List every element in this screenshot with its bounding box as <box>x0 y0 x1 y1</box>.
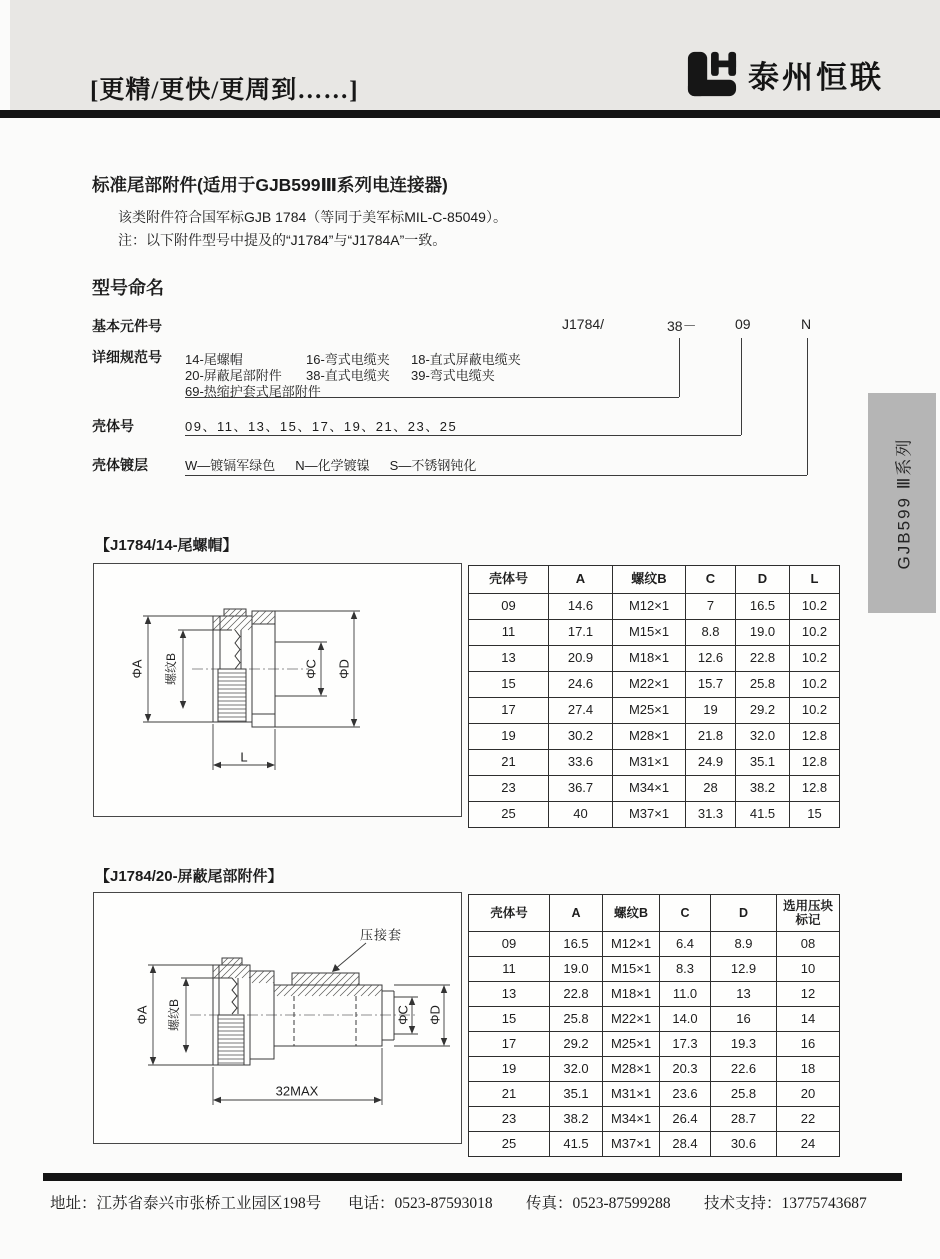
table-row <box>469 594 840 620</box>
table-cell: 30.6 <box>711 1132 777 1157</box>
table-cell: 11 <box>469 957 550 982</box>
table-cell: 25.8 <box>550 1007 603 1032</box>
table-row <box>469 1107 840 1132</box>
table-row <box>469 982 840 1007</box>
hatch-crimp-sleeve <box>292 973 359 985</box>
shell-values: 09、11、13、15、17、19、21、23、25 <box>185 419 458 434</box>
section20-title: 【J1784/20-屏蔽尾部附件】 <box>95 868 283 885</box>
table-cell: M15×1 <box>613 620 686 646</box>
footer-phone: 电话：0523-87593018 <box>348 1195 493 1212</box>
table-cell: M31×1 <box>603 1082 660 1107</box>
shell-connector-line <box>185 435 741 436</box>
header-divider-bar <box>0 110 940 118</box>
part-outline <box>213 958 394 1065</box>
dim-label-phi-d: ΦD <box>336 659 352 679</box>
column-header: D <box>711 895 777 932</box>
table-row <box>469 724 840 750</box>
table-cell: 10.2 <box>790 620 840 646</box>
table-cell: 29.2 <box>550 1032 603 1057</box>
table-cell: 18 <box>777 1057 840 1082</box>
spec-label: 详细规范号 <box>92 349 162 365</box>
table-cell: 38.2 <box>736 776 790 802</box>
series-side-tab-label: GJB599 Ⅲ系列 <box>894 437 914 569</box>
table-cell: 32.0 <box>550 1057 603 1082</box>
plating-options <box>185 455 476 474</box>
intro-line: 该类附件符合国军标GJB 1784（等同于美军标MIL-C-85049）。 <box>118 209 507 225</box>
table-cell: 08 <box>777 932 840 957</box>
diagram-tail-nut <box>94 564 461 816</box>
table-cell: 24.9 <box>686 750 736 776</box>
table-cell: 11 <box>469 620 549 646</box>
table-row <box>469 932 840 957</box>
spec-item: 18-直式屏蔽电缆夹 <box>411 352 521 367</box>
diagram-box-tail-nut <box>93 563 462 817</box>
table-cell: 8.9 <box>711 932 777 957</box>
table-row <box>469 672 840 698</box>
table-cell: 23 <box>469 776 549 802</box>
table-cell: 15 <box>469 1007 550 1032</box>
shield-accessory-dimension-table <box>468 894 840 1157</box>
table-cell: 19.0 <box>736 620 790 646</box>
dim-label-l: L <box>240 749 248 765</box>
table-cell: 10 <box>777 957 840 982</box>
code-basic: J1784/ <box>562 316 605 332</box>
table-cell: 19.0 <box>550 957 603 982</box>
table-row <box>469 698 840 724</box>
table-cell: 36.7 <box>549 776 613 802</box>
column-header: L <box>790 566 840 594</box>
table-cell: 38.2 <box>550 1107 603 1132</box>
column-header: D <box>736 566 790 594</box>
table-cell: 28.4 <box>660 1132 711 1157</box>
table-cell: 14.6 <box>549 594 613 620</box>
column-header: 选用压块标记 <box>777 895 840 932</box>
dim-label-phi-c: ΦC <box>395 1005 411 1025</box>
knurl-band <box>218 673 246 721</box>
table-cell: 22 <box>777 1107 840 1132</box>
table-cell: 19 <box>686 698 736 724</box>
table-cell: M28×1 <box>603 1057 660 1082</box>
spec-item: 20-屏蔽尾部附件 <box>185 368 282 383</box>
basic-part-label: 基本元件号 <box>92 318 162 334</box>
footer-tech-support: 技术支持：13775743687 <box>704 1195 867 1212</box>
table-cell: 24 <box>777 1132 840 1157</box>
hatch-lug <box>222 958 242 965</box>
table-cell: 12 <box>777 982 840 1007</box>
table-cell: 28.7 <box>711 1107 777 1132</box>
table-cell: M15×1 <box>603 957 660 982</box>
spec-item: 69-热缩护套式尾部附件 <box>185 384 321 399</box>
table-cell: 27.4 <box>549 698 613 724</box>
table-cell: 13 <box>469 646 549 672</box>
table-cell: M18×1 <box>613 646 686 672</box>
table-cell: 41.5 <box>736 802 790 828</box>
table-cell: 7 <box>686 594 736 620</box>
table-cell: 19 <box>469 1057 550 1082</box>
table-cell: 14.0 <box>660 1007 711 1032</box>
table-cell: M22×1 <box>613 672 686 698</box>
plating-connector-line <box>185 475 807 476</box>
tail-nut-dimension-table <box>468 565 840 828</box>
table-cell: 15 <box>469 672 549 698</box>
plating-option: N—化学镀镍 <box>295 458 370 473</box>
footer-address: 地址：江苏省泰兴市张桥工业园区198号 <box>50 1195 322 1212</box>
table-cell: 22.6 <box>711 1057 777 1082</box>
shell-connector-riser <box>741 338 742 435</box>
table-cell: 12.8 <box>790 724 840 750</box>
table-cell: M25×1 <box>603 1032 660 1057</box>
table-cell: M28×1 <box>613 724 686 750</box>
code-plating: N <box>801 316 812 332</box>
plating-option: W—镀镉军绿色 <box>185 458 276 473</box>
table-cell: 19 <box>469 724 549 750</box>
column-header: C <box>686 566 736 594</box>
table-cell: 17 <box>469 1032 550 1057</box>
footer-divider-bar <box>43 1173 902 1181</box>
diagram-box-shield-accessory <box>93 892 462 1144</box>
dim-label-phi-c: ΦC <box>303 659 319 679</box>
table-row <box>469 646 840 672</box>
table-cell: 31.3 <box>686 802 736 828</box>
table-cell: M37×1 <box>603 1132 660 1157</box>
table-cell: 16.5 <box>550 932 603 957</box>
spec-item: 38-直式电缆夹 <box>306 368 390 383</box>
column-header: 壳体号 <box>469 895 550 932</box>
crimp-sleeve-label: 压接套 <box>359 927 403 943</box>
table-cell: 11.0 <box>660 982 711 1007</box>
hatch-flange <box>250 971 274 983</box>
table-cell: 10.2 <box>790 594 840 620</box>
table-cell: 32.0 <box>736 724 790 750</box>
footer-fax: 传真：0523-87599288 <box>526 1195 671 1212</box>
table-cell: 16.5 <box>736 594 790 620</box>
table-cell: 25 <box>469 802 549 828</box>
table-row <box>469 1007 840 1032</box>
spec-connector-riser <box>679 338 680 397</box>
table-cell: 30.2 <box>549 724 613 750</box>
table-cell: 15.7 <box>686 672 736 698</box>
table-cell: M31×1 <box>613 750 686 776</box>
table-cell: M37×1 <box>613 802 686 828</box>
table-cell: 35.1 <box>550 1082 603 1107</box>
table-cell: 10.2 <box>790 698 840 724</box>
code-spec: 38－ <box>667 318 697 334</box>
table-cell: 25 <box>469 1132 550 1157</box>
code-shell: 09 <box>735 316 751 332</box>
table-cell: 19.3 <box>711 1032 777 1057</box>
table-cell: 41.5 <box>550 1132 603 1157</box>
table-cell: M18×1 <box>603 982 660 1007</box>
table-cell: 23 <box>469 1107 550 1132</box>
table-row <box>469 1132 840 1157</box>
table-row <box>469 957 840 982</box>
table-row <box>469 1057 840 1082</box>
table-row <box>469 750 840 776</box>
column-header: 螺纹B <box>613 566 686 594</box>
table-cell: 20.3 <box>660 1057 711 1082</box>
table-cell: 24.6 <box>549 672 613 698</box>
table-cell: 8.3 <box>660 957 711 982</box>
table-cell: 22.8 <box>550 982 603 1007</box>
table-cell: 17.1 <box>549 620 613 646</box>
plating-option: S—不锈钢钝化 <box>389 458 477 473</box>
table-cell: 12.8 <box>790 750 840 776</box>
spec-item: 39-弯式电缆夹 <box>411 368 495 383</box>
table-cell: M12×1 <box>603 932 660 957</box>
table-row <box>469 620 840 646</box>
section14-title: 【J1784/14-尾螺帽】 <box>95 537 238 554</box>
lh-logo-icon <box>686 48 738 100</box>
table-cell: M34×1 <box>613 776 686 802</box>
table-cell: 29.2 <box>736 698 790 724</box>
table-row <box>469 776 840 802</box>
table-cell: 28 <box>686 776 736 802</box>
table-row <box>469 1082 840 1107</box>
table-cell: 25.8 <box>736 672 790 698</box>
dim-label-32max: 32MAX <box>275 1083 319 1099</box>
intro-note: 注：以下附件型号中提及的“J1784”与“J1784A”一致。 <box>118 232 447 248</box>
knurl-band <box>218 1019 244 1063</box>
dim-label-thread-b: 螺纹B <box>167 998 182 1032</box>
page-title: 标准尾部附件(适用于GJB599Ⅲ系列电连接器) <box>92 175 448 195</box>
hatch-barrel <box>274 985 382 996</box>
table-cell: 6.4 <box>660 932 711 957</box>
table-cell: 21 <box>469 1082 550 1107</box>
shell-label: 壳体号 <box>92 418 134 434</box>
brand-name: 泰州恒联 <box>748 59 884 95</box>
table-cell: 26.4 <box>660 1107 711 1132</box>
table-cell: 8.8 <box>686 620 736 646</box>
column-header: 螺纹B <box>603 895 660 932</box>
table-cell: 09 <box>469 932 550 957</box>
table-header-row <box>469 566 840 594</box>
dim-label-phi-d: ΦD <box>427 1005 443 1025</box>
table-cell: 13 <box>711 982 777 1007</box>
table-cell: 16 <box>711 1007 777 1032</box>
table-cell: 14 <box>777 1007 840 1032</box>
table-cell: M22×1 <box>603 1007 660 1032</box>
table-cell: 12.8 <box>790 776 840 802</box>
series-side-tab <box>868 393 936 613</box>
brand-logo <box>686 48 884 100</box>
table-cell: 35.1 <box>736 750 790 776</box>
table-row <box>469 1032 840 1057</box>
header-slogan: [更精/更快/更周到……] <box>90 77 359 104</box>
column-header: A <box>550 895 603 932</box>
part-outline <box>213 609 275 727</box>
hatch-flange <box>252 611 275 624</box>
table-cell: M25×1 <box>613 698 686 724</box>
spec-connector-line <box>185 397 679 398</box>
table-cell: 40 <box>549 802 613 828</box>
table-cell: 09 <box>469 594 549 620</box>
table-cell: 17 <box>469 698 549 724</box>
dim-label-thread-b: 螺纹B <box>164 652 179 686</box>
table-cell: 12.6 <box>686 646 736 672</box>
dim-label-phi-a: ΦA <box>134 1005 150 1025</box>
table-cell: 10.2 <box>790 646 840 672</box>
table-header-row <box>469 895 840 932</box>
column-header: C <box>660 895 711 932</box>
column-header: 壳体号 <box>469 566 549 594</box>
table-cell: M12×1 <box>613 594 686 620</box>
table-cell: 20 <box>777 1082 840 1107</box>
hatch-lug <box>224 609 246 616</box>
table-cell: 15 <box>790 802 840 828</box>
table-cell: 21 <box>469 750 549 776</box>
table-cell: 13 <box>469 982 550 1007</box>
table-cell: 16 <box>777 1032 840 1057</box>
table-cell: 22.8 <box>736 646 790 672</box>
dim-label-phi-a: ΦA <box>129 659 145 679</box>
column-header: A <box>549 566 613 594</box>
spec-item: 14-尾螺帽 <box>185 352 243 367</box>
table-cell: 33.6 <box>549 750 613 776</box>
diagram-shield-accessory <box>94 893 461 1143</box>
spec-item: 16-弯式电缆夹 <box>306 352 390 367</box>
hatch-cap <box>213 616 252 630</box>
table-cell: 20.9 <box>549 646 613 672</box>
plating-label: 壳体镀层 <box>92 457 148 473</box>
table-cell: 21.8 <box>686 724 736 750</box>
table-cell: 17.3 <box>660 1032 711 1057</box>
table-row <box>469 802 840 828</box>
table-cell: 10.2 <box>790 672 840 698</box>
table-cell: M34×1 <box>603 1107 660 1132</box>
table-cell: 23.6 <box>660 1082 711 1107</box>
table-cell: 25.8 <box>711 1082 777 1107</box>
table-cell: 12.9 <box>711 957 777 982</box>
naming-section-title: 型号命名 <box>92 278 164 298</box>
plating-connector-riser <box>807 338 808 475</box>
